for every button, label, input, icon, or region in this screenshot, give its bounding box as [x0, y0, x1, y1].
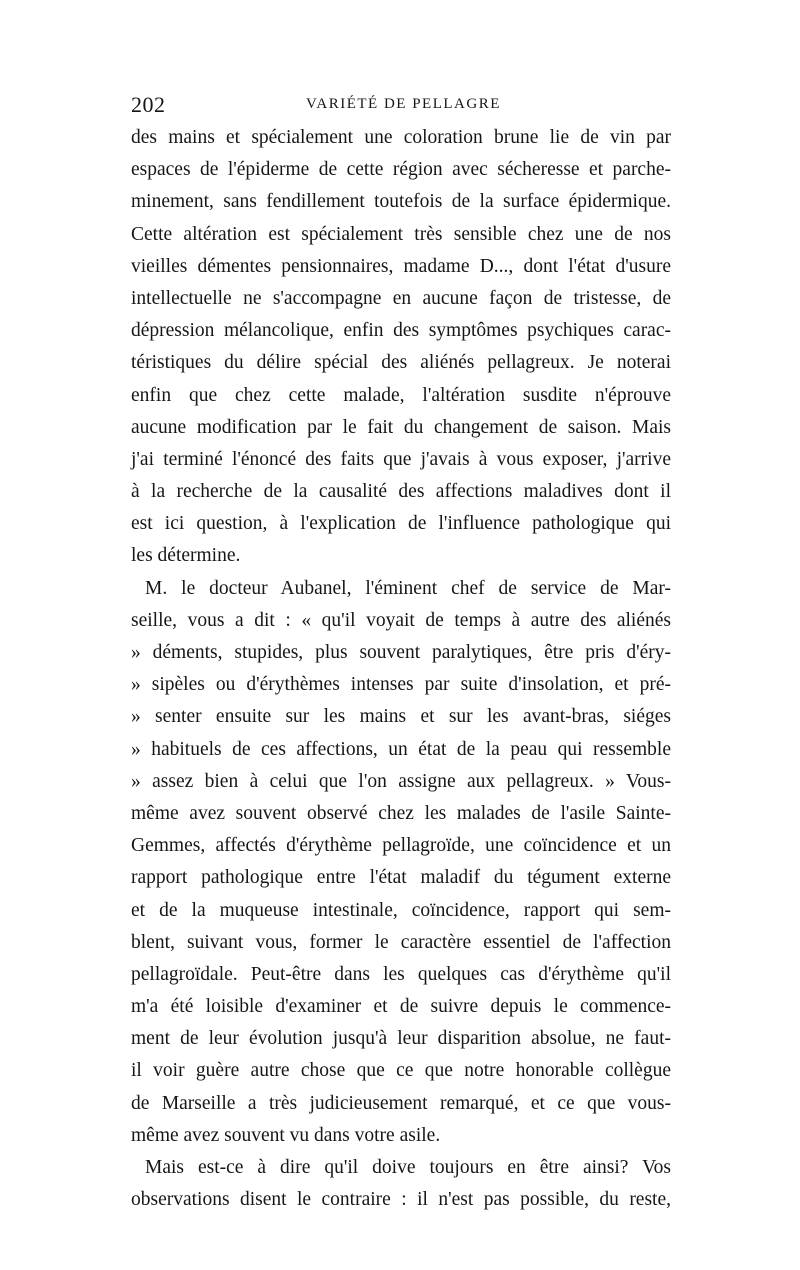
text-line: pellagroïdale. Peut-être dans les quelques cas d'érythème qu'il	[131, 963, 671, 985]
quote-line: » senter ensuite sur les mains et sur les avant-bras, siéges	[131, 706, 671, 728]
text-line: est ici question, à l'explication de l'influence pathologique qui	[131, 513, 671, 535]
text-line: même avez souvent observé chez les malades de l'asile Sainte-	[131, 802, 671, 824]
quote-line: » assez bien à celui que l'on assigne aux pellagreux. » Vous-	[131, 770, 671, 792]
text-line: à la recherche de la causalité des affections maladives dont il	[131, 481, 671, 503]
paragraph-end-line: les détermine.	[131, 545, 241, 567]
text-line: blent, suivant vous, former le caractère essentiel de l'affection	[131, 931, 671, 953]
paragraph-start-line: Mais est-ce à dire qu'il doive toujours en être ainsi? Vos	[145, 1157, 671, 1178]
text-line: rapport pathologique entre l'état maladif du tégument externe	[131, 867, 671, 889]
text-line: dépression mélancolique, enfin des symptômes psychiques carac-	[131, 320, 671, 342]
quote-line: » déments, stupides, plus souvent paralytiques, être pris d'éry-	[131, 642, 671, 663]
running-title: VARIÉTÉ DE PELLAGRE	[306, 96, 501, 112]
text-line: j'ai terminé l'énoncé des faits que j'avais à vous exposer, j'arrive	[131, 448, 671, 470]
text-line: Cette altération est spécialement très sensible chez une de nos	[131, 223, 671, 245]
text-line: et de la muqueuse intestinale, coïncidence, rapport qui sem-	[131, 899, 671, 921]
body-text	[131, 122, 671, 1216]
paragraph-start-line: M. le docteur Aubanel, l'éminent chef de service de Mar-	[145, 577, 671, 599]
text-line: il voir guère autre chose que ce que notre honorable collègue	[131, 1060, 671, 1082]
text-line: seille, vous a dit : « qu'il voyait de temps à autre des aliénés	[131, 609, 671, 631]
quote-line: » sipèles ou d'érythèmes intenses par suite d'insolation, et pré-	[131, 674, 671, 696]
quote-line: » habituels de ces affections, un état de la peau qui ressemble	[131, 738, 671, 760]
text-line: espaces de l'épiderme de cette région avec sécheresse et parche-	[131, 159, 671, 181]
text-line: minement, sans fendillement toutefois de la surface épidermique.	[131, 191, 671, 213]
text-line: téristiques du délire spécial des aliénés pellagreux. Je noterai	[131, 352, 671, 374]
text-line: aucune modification par le fait du changement de saison. Mais	[131, 416, 671, 438]
page-number: 202	[131, 92, 166, 117]
paragraph-end-line: même avez souvent vu dans votre asile.	[131, 1124, 441, 1146]
text-line: de Marseille a très judicieusement remarqué, et ce que vous-	[131, 1092, 671, 1114]
text-line: enfin que chez cette malade, l'altération susdite n'éprouve	[131, 384, 671, 406]
text-line: m'a été loisible d'examiner et de suivre depuis le commence-	[131, 996, 671, 1018]
text-line: des mains et spécialement une coloration brune lie de vin par	[131, 127, 671, 148]
text-line: vieilles démentes pensionnaires, madame D..., dont l'état d'usure	[131, 255, 671, 277]
text-line: Gemmes, affectés d'érythème pellagroïde, une coïncidence et un	[131, 835, 671, 857]
text-line: observations disent le contraire : il n'est pas possible, du reste,	[131, 1189, 671, 1211]
text-line: intellectuelle ne s'accompagne en aucune façon de tristesse, de	[131, 287, 671, 309]
running-head	[131, 92, 671, 122]
text-line: ment de leur évolution jusqu'à leur disparition absolue, ne faut-	[131, 1028, 671, 1050]
